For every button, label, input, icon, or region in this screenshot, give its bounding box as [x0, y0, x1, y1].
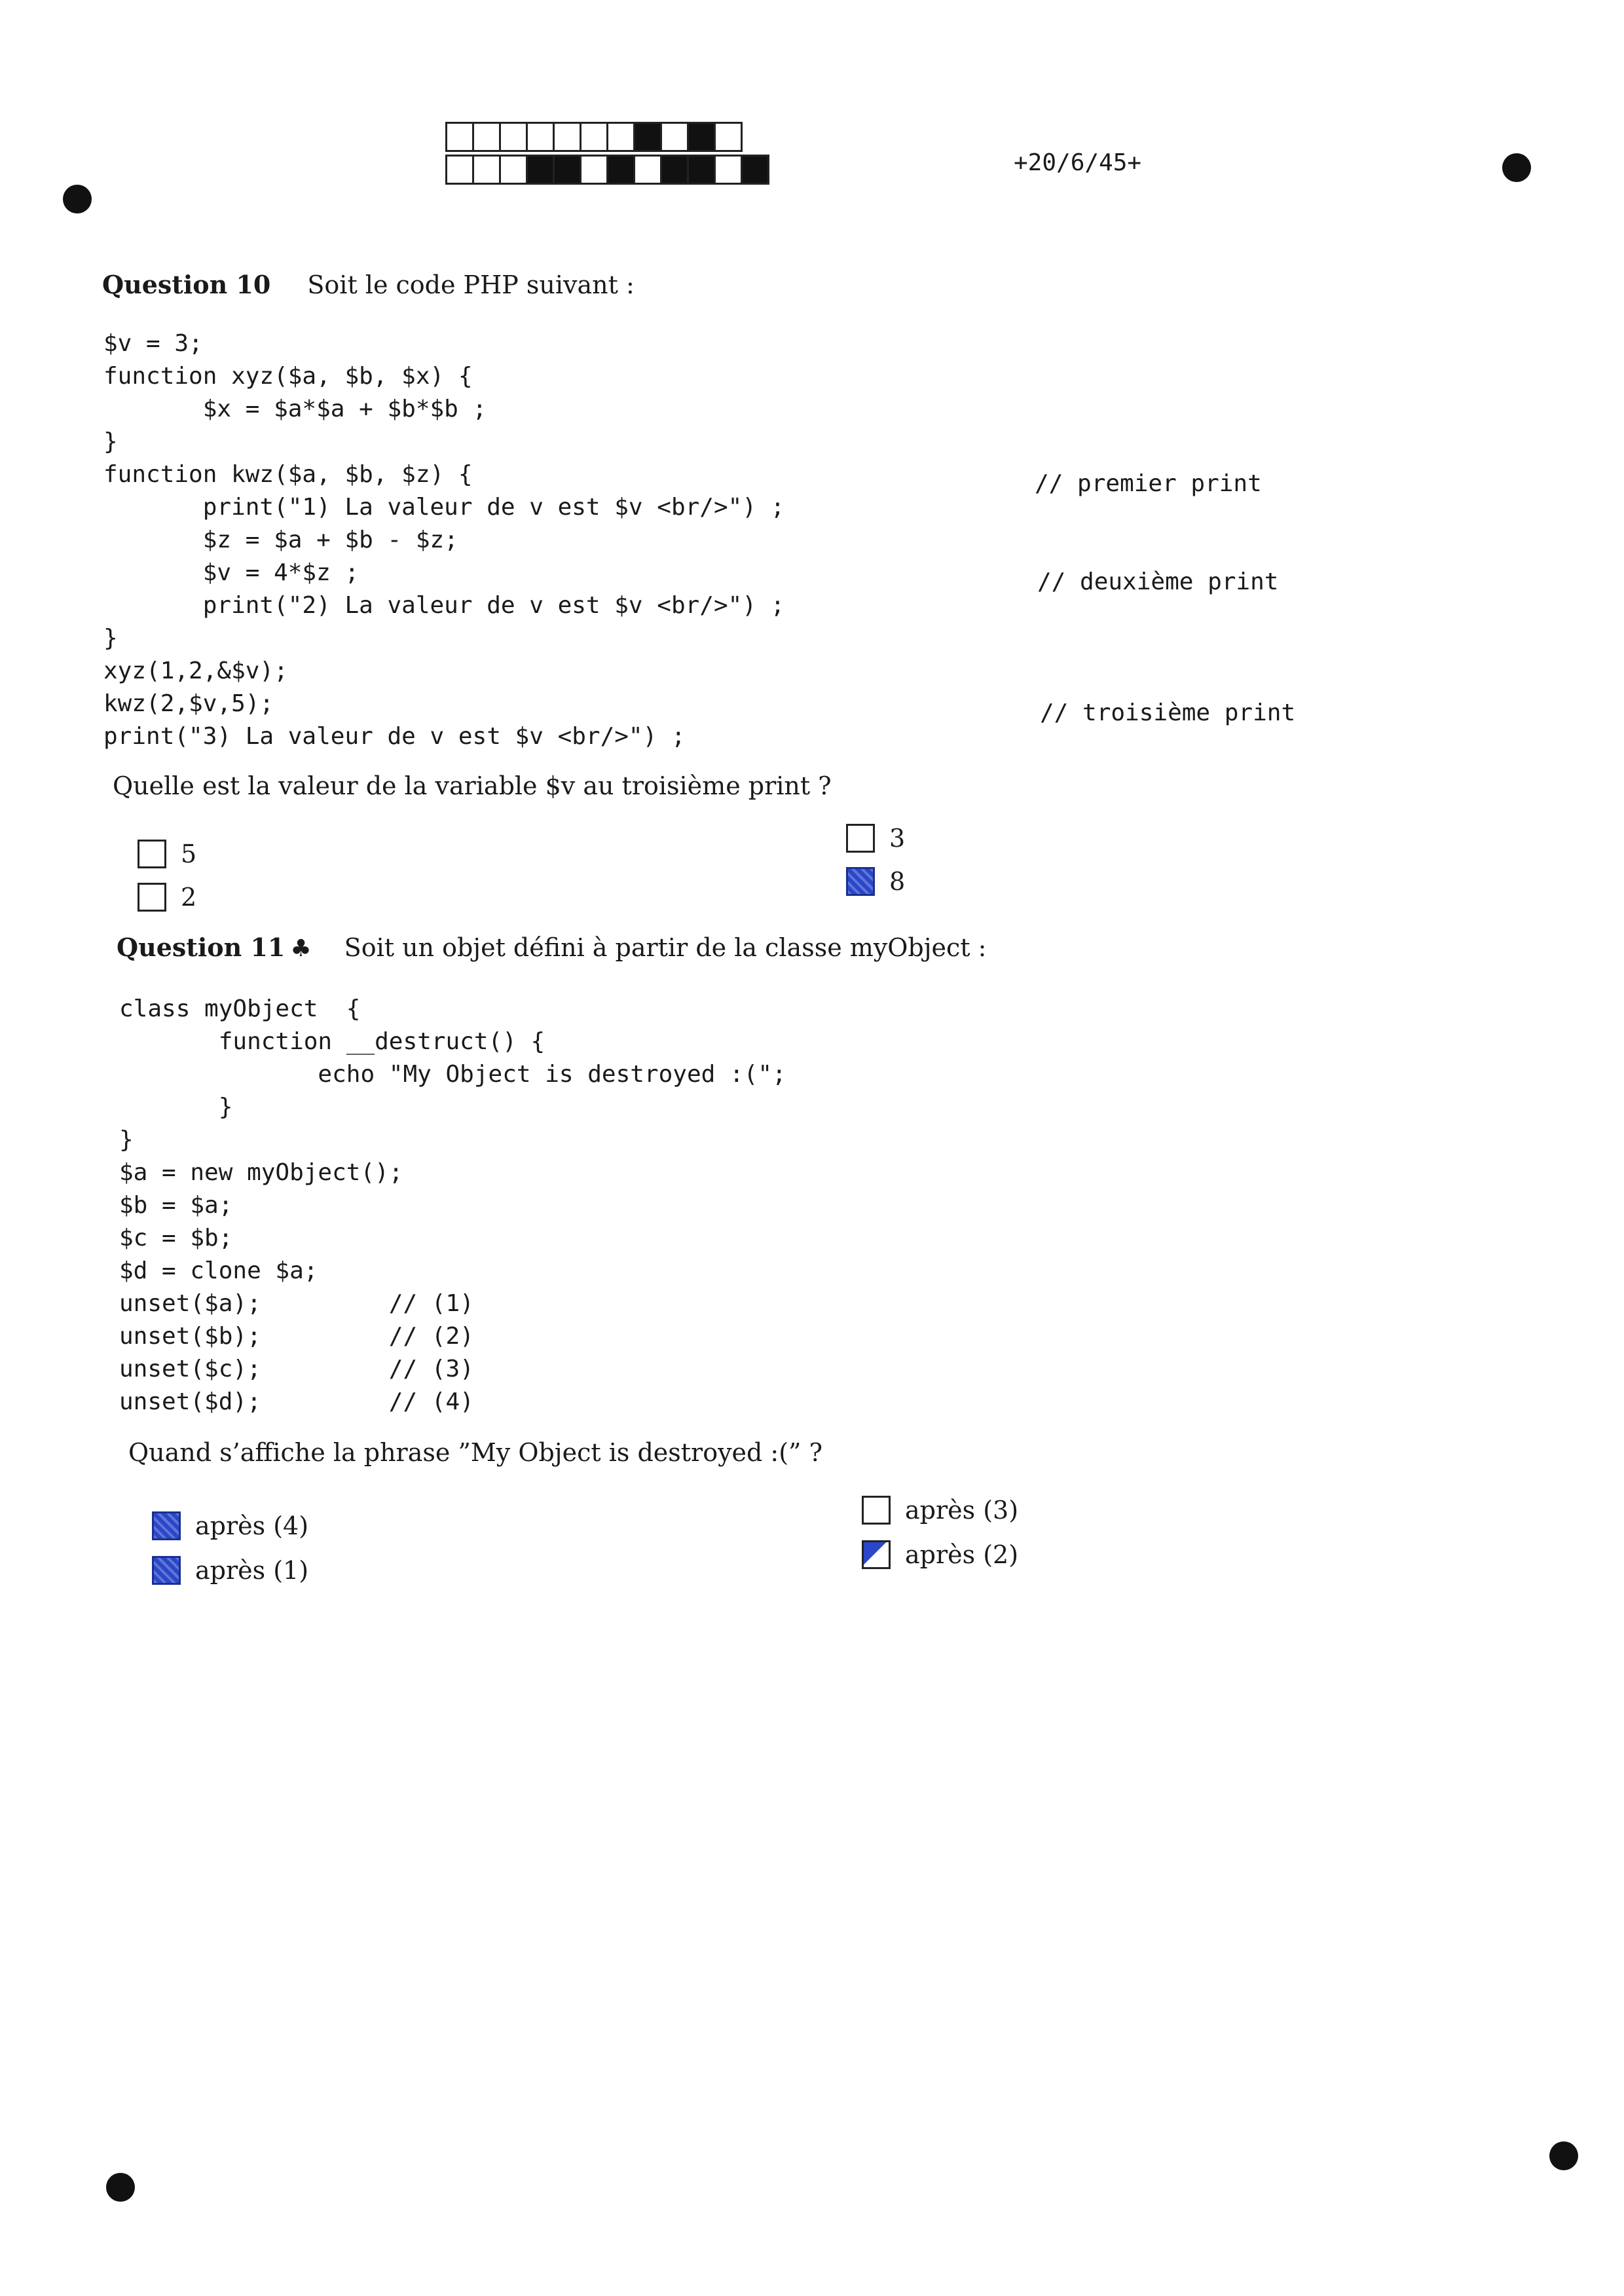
- choice-label: après (4): [195, 1511, 309, 1540]
- q11-choice-apres-4[interactable]: [152, 1511, 308, 1540]
- code-line: }: [103, 428, 118, 455]
- question-10-text: Soit le code PHP suivant :: [307, 270, 635, 299]
- registration-mark-bottom-left: [106, 2173, 135, 2202]
- checkbox[interactable]: [152, 1556, 181, 1585]
- code-line: function kwz($a, $b, $z) {: [103, 461, 473, 488]
- barcode-row-2: [447, 155, 769, 185]
- barcode-cell: [606, 155, 635, 185]
- code-line: print("3) La valeur de v est $v <br/>") ;: [103, 723, 686, 750]
- choice-label: 5: [181, 840, 197, 868]
- q11-choice-apres-1[interactable]: [152, 1556, 308, 1585]
- question-11-text: Soit un objet défini à partir de la classe myObject :: [344, 933, 987, 962]
- question-10-label: Question 10: [102, 270, 271, 299]
- comment-deuxieme-print: // deuxième print: [1037, 568, 1279, 595]
- comment-troisieme-print: // troisième print: [1040, 699, 1296, 726]
- barcode-cell: [580, 122, 608, 152]
- checkbox[interactable]: [152, 1511, 181, 1540]
- barcode-cell: [526, 122, 555, 152]
- code-line: unset($a); // (1): [119, 1290, 474, 1317]
- code-line: kwz(2,$v,5);: [103, 690, 274, 717]
- barcode-cell: [714, 122, 743, 152]
- code-line: echo "My Object is destroyed :(";: [119, 1061, 786, 1088]
- code-line: $d = clone $a;: [119, 1257, 318, 1284]
- barcode-cell: [633, 155, 662, 185]
- checkbox[interactable]: [846, 824, 875, 853]
- code-line: $c = $b;: [119, 1225, 233, 1251]
- barcode-cell: [660, 122, 689, 152]
- code-line: $v = 4*$z ;: [103, 559, 360, 586]
- barcode-cell: [472, 155, 501, 185]
- barcode-cell: [687, 155, 716, 185]
- q10-choice-8[interactable]: [846, 867, 905, 896]
- barcode-cell: [553, 155, 581, 185]
- q10-choice-2[interactable]: [138, 883, 196, 912]
- barcode-cell: [714, 155, 743, 185]
- checkbox[interactable]: [862, 1496, 891, 1525]
- code-line: $x = $a*$a + $b*$b ;: [103, 396, 487, 422]
- barcode-cell: [499, 155, 528, 185]
- code-line: unset($b); // (2): [119, 1323, 474, 1350]
- comment-premier-print: // premier print: [1035, 470, 1262, 497]
- q10-choice-3[interactable]: [846, 824, 905, 853]
- barcode-cell: [741, 155, 769, 185]
- club-icon: ♣: [290, 935, 312, 962]
- checkbox[interactable]: [862, 1540, 891, 1569]
- code-line: $z = $a + $b - $z;: [103, 527, 458, 553]
- code-line: class myObject {: [119, 995, 361, 1022]
- choice-label: 2: [181, 883, 197, 912]
- code-line: $a = new myObject();: [119, 1159, 403, 1186]
- barcode-cell: [660, 155, 689, 185]
- registration-mark-top-right: [1502, 153, 1531, 182]
- registration-mark-top-left: [63, 185, 92, 213]
- question-10-prompt: Quelle est la valeur de la variable $v au troisième print ?: [113, 771, 832, 800]
- question-11-prompt: Quand s’affiche la phrase ”My Object is destroyed :(” ?: [128, 1438, 822, 1467]
- question-10-code: [103, 327, 784, 753]
- code-line: function __destruct() {: [119, 1028, 545, 1055]
- barcode-cell: [580, 155, 608, 185]
- barcode-cell: [526, 155, 555, 185]
- code-line: $b = $a;: [119, 1192, 233, 1219]
- code-line: $v = 3;: [103, 330, 203, 357]
- choice-label: après (2): [905, 1540, 1019, 1569]
- q10-choice-5[interactable]: [138, 840, 196, 868]
- choice-label: 8: [889, 867, 906, 896]
- barcode-cell: [445, 155, 474, 185]
- page-code: +20/6/45+: [1014, 149, 1142, 176]
- q11-choice-apres-2[interactable]: [862, 1540, 1018, 1569]
- checkbox[interactable]: [138, 840, 166, 868]
- question-11-title: [117, 933, 986, 962]
- q11-choice-apres-3[interactable]: [862, 1496, 1018, 1525]
- barcode-cell: [499, 122, 528, 152]
- code-line: }: [103, 625, 118, 652]
- question-11-code: [119, 993, 786, 1418]
- barcode-cell: [633, 122, 662, 152]
- barcode-cell: [687, 122, 716, 152]
- barcode-cell: [606, 122, 635, 152]
- checkbox[interactable]: [846, 867, 875, 896]
- code-line: }: [119, 1126, 134, 1153]
- choice-label: après (1): [195, 1556, 309, 1585]
- code-line: xyz(1,2,&$v);: [103, 657, 288, 684]
- question-11-label: Question 11: [117, 933, 286, 962]
- barcode-cell: [553, 122, 581, 152]
- code-line: print("2) La valeur de v est $v <br/>") ;: [103, 592, 785, 619]
- registration-mark-bottom-right: [1549, 2141, 1578, 2170]
- code-line: }: [119, 1094, 233, 1120]
- code-line: function xyz($a, $b, $x) {: [103, 363, 473, 390]
- choice-label: 3: [889, 824, 906, 853]
- question-10-title: [102, 270, 635, 299]
- barcode-row-1: [447, 122, 743, 152]
- checkbox[interactable]: [138, 883, 166, 912]
- code-line: unset($c); // (3): [119, 1356, 474, 1382]
- barcode-cell: [445, 122, 474, 152]
- code-line: print("1) La valeur de v est $v <br/>") ;: [103, 494, 785, 521]
- choice-label: après (3): [905, 1496, 1019, 1525]
- barcode-cell: [472, 122, 501, 152]
- code-line: unset($d); // (4): [119, 1388, 474, 1415]
